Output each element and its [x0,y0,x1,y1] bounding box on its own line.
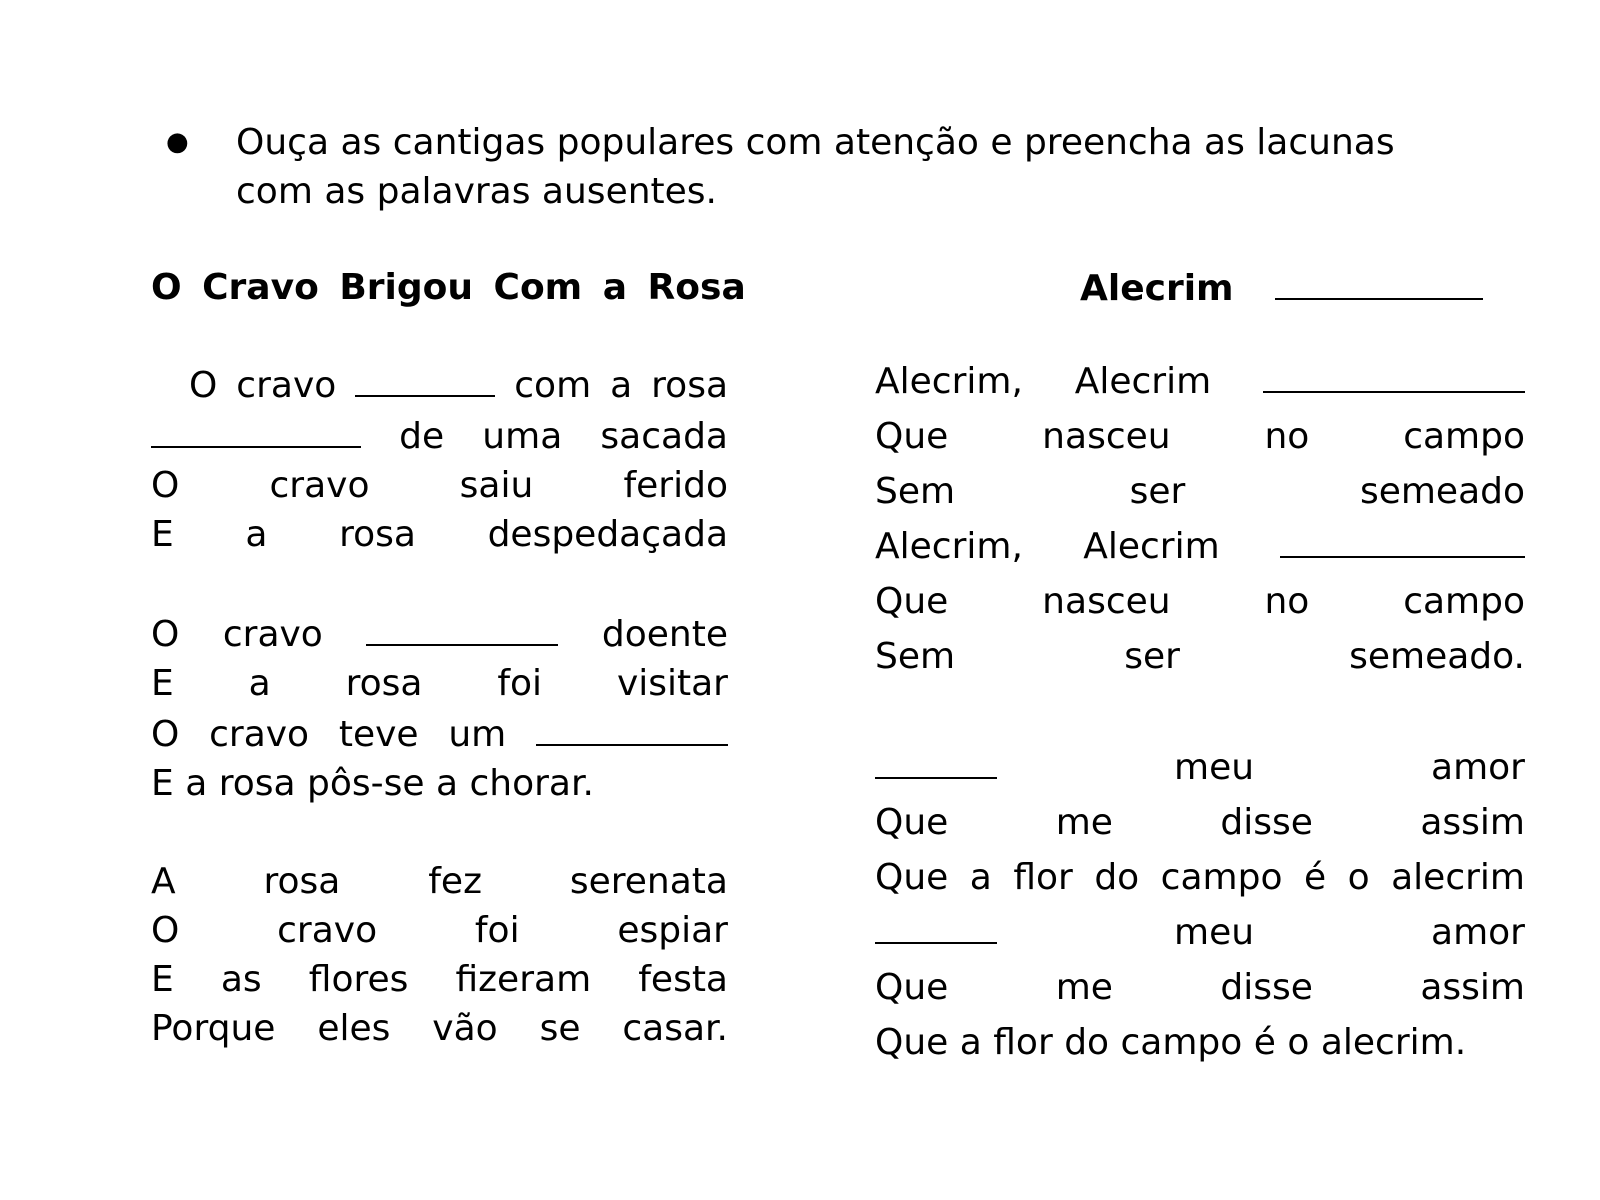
verse-line: Sem ser semeado [875,471,1525,512]
verse-line: Que me disse assim [875,967,1525,1008]
verse-line [875,905,1525,960]
verse-text: O cravo teve um [151,714,507,755]
instruction-line-2: com as palavras ausentes. [236,171,717,212]
verse-line [151,608,728,659]
instruction-text [236,118,1446,216]
bullet-icon: ● [166,127,189,157]
song-title [875,262,1525,314]
song-title: O Cravo Brigou Com a Rosa [151,267,746,308]
blank-field[interactable] [1263,355,1525,393]
verse-line: Que a flor do campo é o alecrim [875,857,1525,898]
verse-text: Alecrim, Alecrim [875,526,1220,567]
instruction [160,118,1490,216]
stanza [151,608,728,808]
verse-line: E as flores fizeram festa [151,959,728,1000]
verse-line [875,519,1525,574]
blank-field[interactable] [151,410,361,448]
blank-field[interactable] [366,608,558,646]
instruction-line-1: Ouça as cantigas populares com atenção e preencha as lacunas [236,122,1395,163]
verse-line: Que me disse assim [875,802,1525,843]
stanza [875,354,1525,684]
stanza [151,359,728,559]
verse-line: Porque eles vão se casar. [151,1008,728,1049]
verse-text: meu amor [1174,747,1525,788]
verse-line [151,359,728,410]
verse-line: Que a flor do campo é o alecrim. [875,1022,1467,1063]
verse-line [151,410,728,461]
verse-text: de uma sacada [399,416,728,457]
verse-line: Sem ser semeado. [875,636,1525,677]
verse-line: A rosa fez serenata [151,861,728,902]
verse-line [151,708,728,759]
verse-text: O cravo [188,365,337,406]
verse-line [875,740,1525,795]
verse-text: doente [601,614,729,655]
song-title-text: Alecrim [1080,268,1234,309]
verse-line [875,354,1525,409]
blank-field[interactable] [875,906,997,944]
blank-field[interactable] [1275,262,1483,300]
verse-line: Que nasceu no campo [875,416,1525,457]
verse-line: Que nasceu no campo [875,581,1525,622]
stanza [875,740,1525,1070]
verse-line: E a rosa despedaçada [151,514,728,555]
verse-text: com a rosa [514,365,729,406]
song-o-cravo [151,262,746,1053]
verse-text: Alecrim, Alecrim [875,361,1212,402]
blank-field[interactable] [355,359,495,397]
blank-field[interactable] [875,741,997,779]
blank-field[interactable] [536,708,728,746]
verse-text: O cravo [151,614,323,655]
verse-line: O cravo foi espiar [151,910,728,951]
verse-line: E a rosa foi visitar [151,663,728,704]
blank-field[interactable] [1280,520,1525,558]
verse-line: E a rosa pôs-se a chorar. [151,763,594,804]
verse-text: meu amor [1174,912,1525,953]
verse-line: O cravo saiu ferido [151,465,728,506]
stanza [151,857,728,1053]
song-alecrim [875,262,1525,1070]
